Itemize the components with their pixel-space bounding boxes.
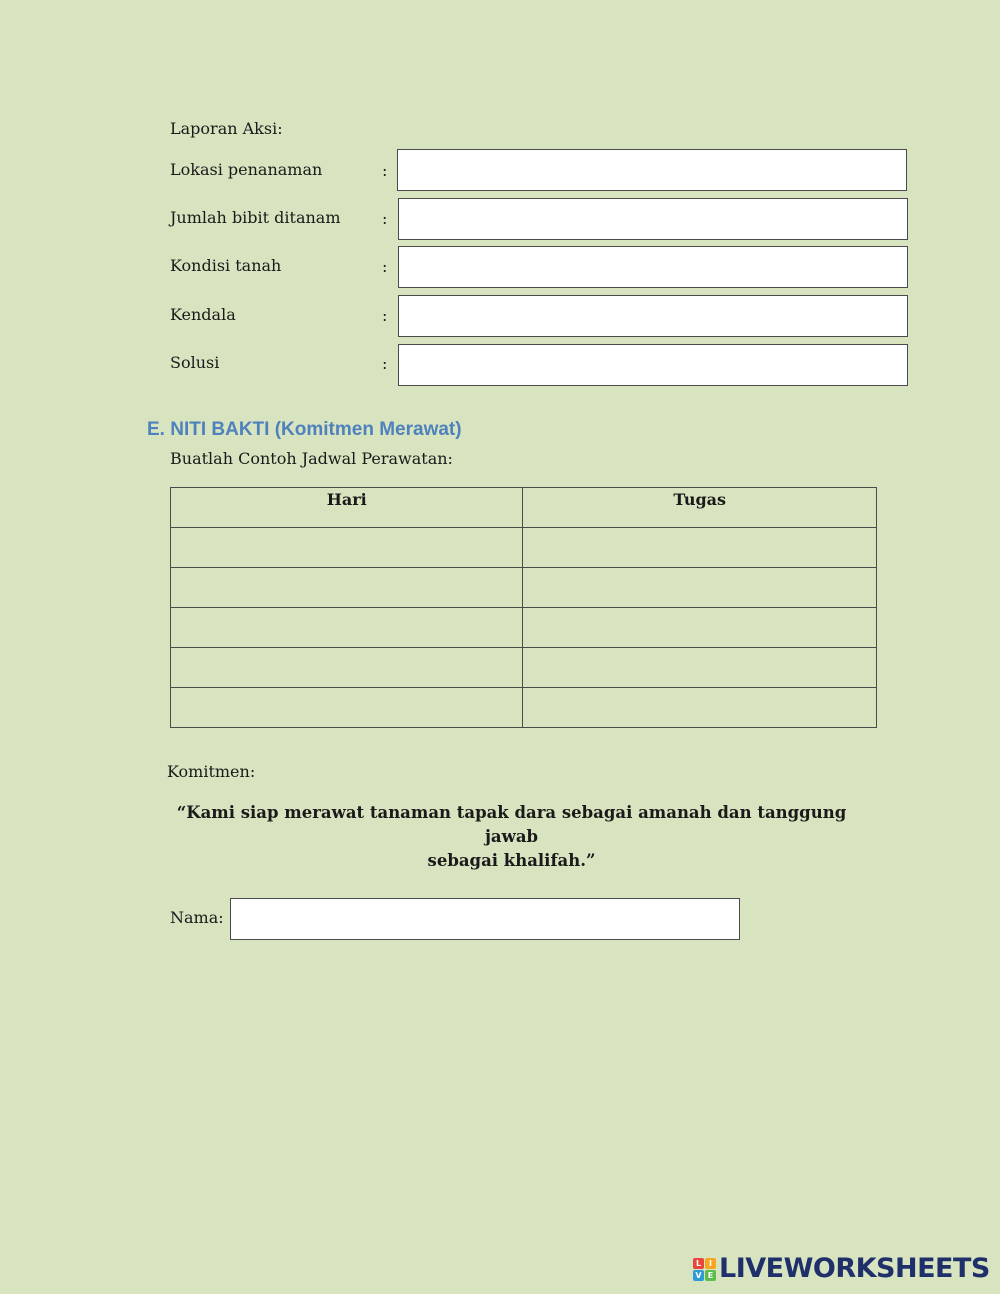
lokasi-penanaman-input[interactable] xyxy=(397,149,907,191)
jumlah-bibit-input[interactable] xyxy=(398,198,908,240)
table-row xyxy=(171,528,877,568)
liveworksheets-logo xyxy=(693,1254,990,1284)
table-cell-tugas[interactable] xyxy=(523,568,877,608)
table-row xyxy=(171,608,877,648)
field-colon: : xyxy=(382,354,388,373)
table-row xyxy=(171,648,877,688)
table-cell-hari[interactable] xyxy=(171,568,523,608)
name-input[interactable] xyxy=(230,898,740,940)
name-label: Nama: xyxy=(170,908,224,927)
table-cell-hari[interactable] xyxy=(171,528,523,568)
field-label-solusi: Solusi xyxy=(170,353,220,372)
section-heading: E. NITI BAKTI (Komitmen Merawat) xyxy=(147,419,462,440)
logo-grid-icon xyxy=(693,1258,716,1281)
table-cell-hari[interactable] xyxy=(171,688,523,728)
commitment-quote xyxy=(170,801,853,873)
report-title: Laporan Aksi: xyxy=(170,119,283,138)
field-colon: : xyxy=(382,257,388,276)
solusi-input[interactable] xyxy=(398,344,908,386)
field-label-lokasi: Lokasi penanaman xyxy=(170,160,323,179)
column-header-tugas: Tugas xyxy=(523,488,877,528)
table-row xyxy=(171,568,877,608)
logo-letter-v: V xyxy=(693,1270,704,1281)
field-colon: : xyxy=(382,209,388,228)
commitment-quote-line1: “Kami siap merawat tanaman tapak dara sebagai amanah dan tanggung jawab xyxy=(176,803,847,846)
kendala-input[interactable] xyxy=(398,295,908,337)
table-cell-tugas[interactable] xyxy=(523,528,877,568)
field-colon: : xyxy=(382,161,388,180)
table-cell-hari[interactable] xyxy=(171,608,523,648)
commitment-quote-line2: sebagai khalifah.” xyxy=(427,851,596,870)
commitment-label: Komitmen: xyxy=(167,762,256,781)
schedule-instruction: Buatlah Contoh Jadwal Perawatan: xyxy=(170,449,453,468)
table-header-row xyxy=(171,488,877,528)
logo-text: LIVEWORKSHEETS xyxy=(719,1253,990,1284)
table-row xyxy=(171,688,877,728)
logo-letter-i: I xyxy=(705,1258,716,1269)
table-cell-hari[interactable] xyxy=(171,648,523,688)
table-cell-tugas[interactable] xyxy=(523,688,877,728)
field-colon: : xyxy=(382,306,388,325)
field-label-jumlah-bibit: Jumlah bibit ditanam xyxy=(170,208,341,227)
logo-letter-e: E xyxy=(705,1270,716,1281)
field-label-kendala: Kendala xyxy=(170,305,236,324)
column-header-hari: Hari xyxy=(171,488,523,528)
table-cell-tugas[interactable] xyxy=(523,608,877,648)
logo-letter-l: L xyxy=(693,1258,704,1269)
schedule-table xyxy=(170,487,877,728)
kondisi-tanah-input[interactable] xyxy=(398,246,908,288)
field-label-kondisi-tanah: Kondisi tanah xyxy=(170,256,282,275)
table-cell-tugas[interactable] xyxy=(523,648,877,688)
